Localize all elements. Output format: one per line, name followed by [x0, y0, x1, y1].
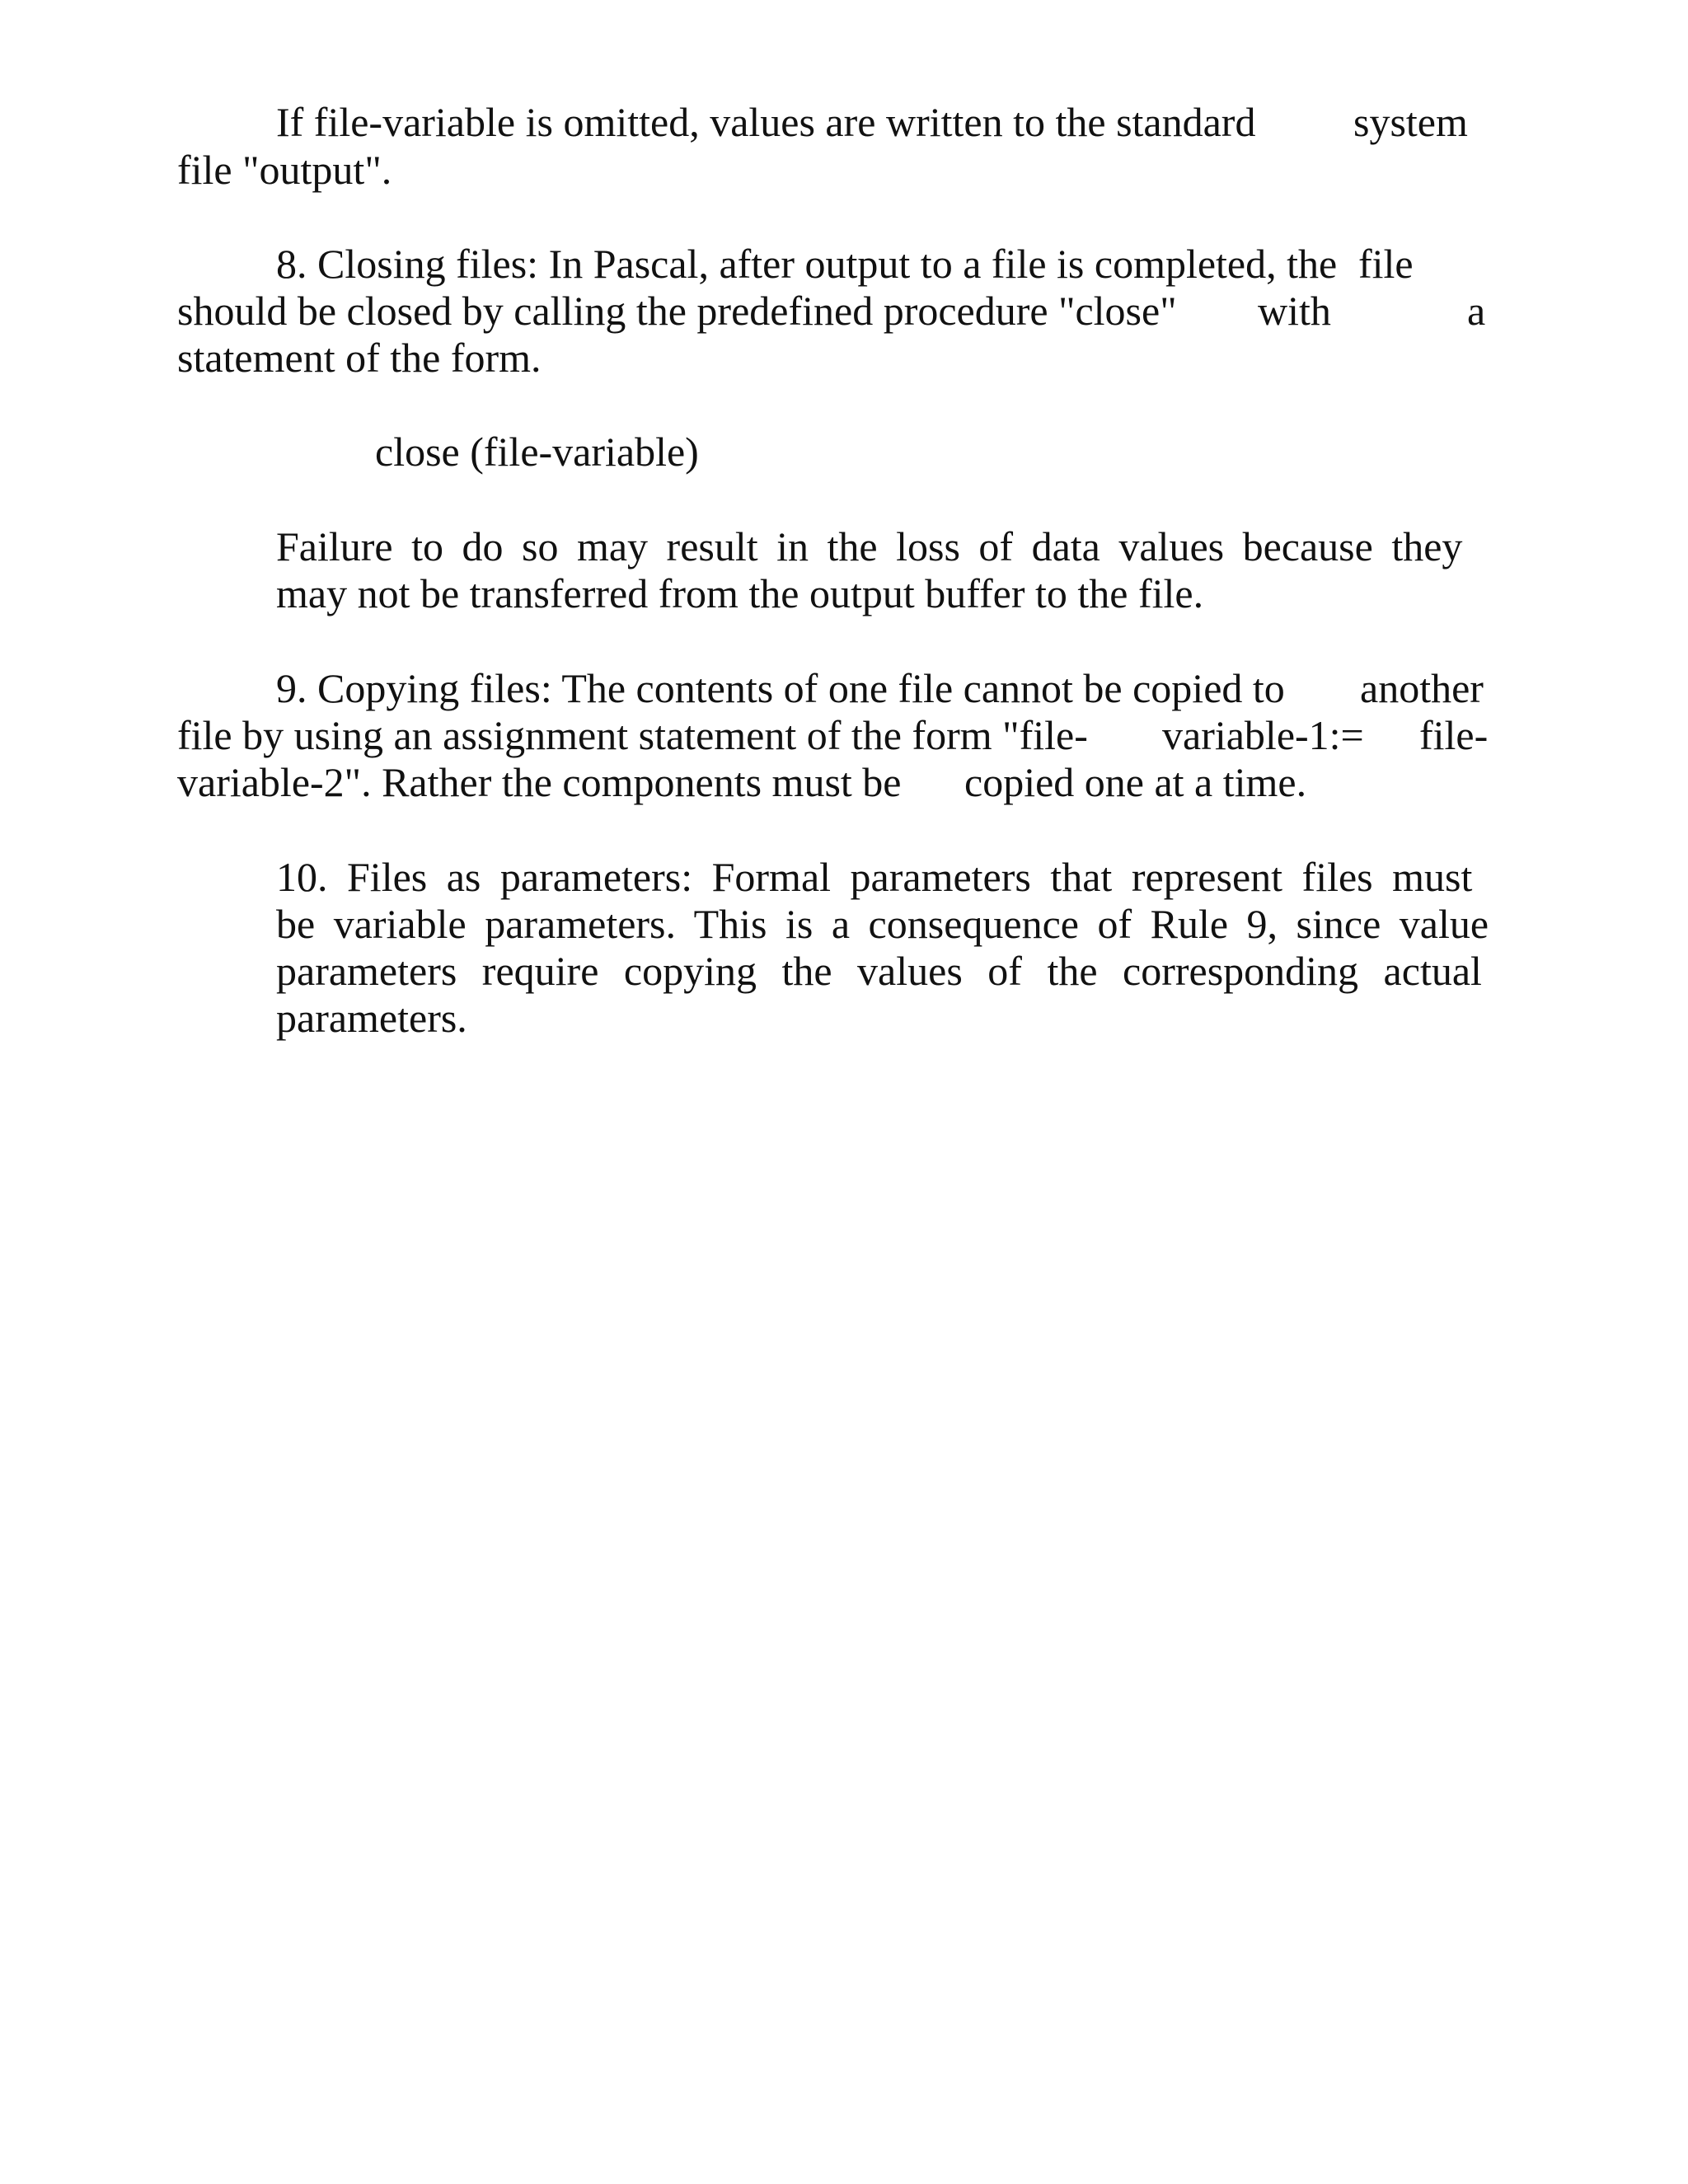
text-line: file- [1419, 712, 1489, 758]
text-line: 10. Files as parameters: Formal parameters that represent files must [276, 854, 1473, 900]
text-line: file by using an assignment statement of the form "file- [177, 712, 1088, 758]
text-line: Failure to do so may result in the loss of data values because they [276, 523, 1463, 569]
text-line: variable-1:= [1162, 712, 1364, 758]
text-line: should be closed by calling the predefined procedure "close" [177, 288, 1177, 334]
text-line: If file-variable is omitted, values are written to the standard [276, 99, 1256, 145]
text-line: with [1258, 288, 1331, 334]
text-line: statement of the form. [177, 335, 542, 381]
text-line: be variable parameters. This is a consequence of Rule 9, since value [276, 901, 1489, 947]
text-line: may not be transferred from the output buffer to the file. [276, 570, 1204, 616]
text-line: file [1358, 241, 1414, 287]
text-line: another [1360, 665, 1484, 711]
text-line: close (file-variable) [375, 429, 699, 475]
text-line: file "output". [177, 147, 392, 193]
text-line: system [1353, 99, 1468, 145]
text-line: parameters require copying the values of the corresponding actual [276, 948, 1482, 994]
text-line: a [1467, 288, 1486, 334]
text-line: variable-2". Rather the components must be [177, 759, 902, 805]
text-line: copied one at a time. [964, 759, 1307, 805]
text-line: 9. Copying files: The contents of one file cannot be copied to [276, 665, 1285, 711]
text-line: parameters. [276, 995, 467, 1041]
text-line: 8. Closing files: In Pascal, after output to a file is completed, the [276, 241, 1338, 287]
